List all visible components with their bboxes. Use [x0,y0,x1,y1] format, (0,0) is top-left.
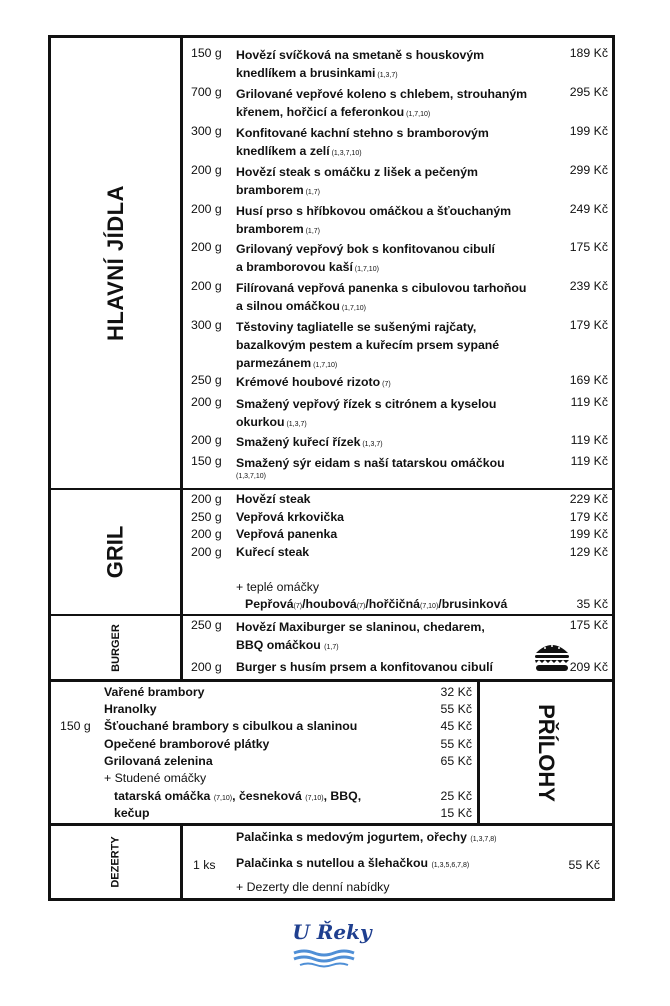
section-title-hlavni: HLAVNÍ JÍDLA [102,185,128,341]
item-weight: 300 g [191,124,222,138]
item-weight: 200 g [191,279,222,293]
item-price: 175 Kč [569,240,608,254]
side-dish-item: Vařené brambory [104,685,205,699]
side-dish-price: 55 Kč [440,702,472,716]
section-title-prilohy: PŘÍLOHY [533,703,559,802]
section-title-gril: GRIL [102,525,128,579]
item-price: 119 Kč [570,433,608,447]
item-price: 119 Kč [570,395,608,409]
gril-price: 199 Kč [569,527,608,541]
logo-waves-icon [292,948,360,968]
restaurant-logo-text: U Řeky [292,920,372,944]
ketchup: kečup [114,806,150,820]
side-dish-price: 55 Kč [440,737,472,751]
item-weight: 200 g [191,433,222,447]
burger-icon [533,640,571,672]
gril-price: 229 Kč [569,492,608,506]
item-price: 179 Kč [569,318,608,332]
item-description: Smažený vepřový řízek s citrónem a kyselou okurkou (1,3,7) [236,397,497,429]
side-dish-price: 45 Kč [440,719,472,733]
burger-price: 175 Kč [569,618,608,632]
item-price: 199 Kč [569,124,608,138]
item-description: Krémové houbové rizoto (7) [236,375,391,389]
item-description: Hovězí svíčková na smetaně s houskovým knedlíkem a brusinkami (1,3,7) [236,48,485,80]
item-weight: 200 g [191,395,222,409]
burger-price: 209 Kč [569,660,608,674]
item-price: 299 Kč [569,163,608,177]
side-dish-price: 32 Kč [440,685,472,699]
item-description: Husí prso s hříbkovou omáčkou a šťouchaným bramborem (1,7) [236,204,512,236]
prilohy-weight: 150 g [60,719,91,733]
cold-sauce-price: 25 Kč [440,789,472,803]
gril-item: Kuřecí steak [236,545,310,559]
item-weight: 700 g [191,85,222,99]
item-price: 249 Kč [569,202,608,216]
gril-weight: 200 g [191,545,222,559]
gril-item: Vepřová krkovička [236,510,345,524]
cold-sauce-heading: + Studené omáčky [104,771,207,785]
gril-price: 129 Kč [569,545,608,559]
item-description: Hovězí steak s omáčku z lišek a pečeným bramborem (1,7) [236,165,478,197]
column-divider [180,823,183,901]
burger-item: Hovězí Maxiburger se slaninou, chedarem, BBQ omáčkou (1,7) [236,620,485,652]
dessert-unit: 1 ks [193,858,216,872]
cold-sauces: tatarská omáčka (7,10), česneková (7,10), BBQ, [114,789,362,803]
item-price: 119 Kč [570,454,608,468]
item-weight: 150 g [191,46,222,60]
gril-sauces: Pepřová(7)/houbová(7)/hořčičná(7,10)/brusinková [245,597,508,611]
item-weight: 200 g [191,163,222,177]
burger-weight: 250 g [191,618,222,632]
side-dish-item: Grilovaná zelenina [104,754,213,768]
section-title-burger: BURGER [109,623,122,672]
section-title-dezerty: DEZERTY [109,836,122,888]
gril-weight: 200 g [191,527,222,541]
gril-item: Hovězí steak [236,492,311,506]
side-dish-price: 65 Kč [440,754,472,768]
item-weight: 300 g [191,318,222,332]
dessert-item: Palačinka s nutellou a šlehačkou (1,3,5,6,7,8) [236,856,470,870]
item-weight: 150 g [191,454,222,468]
dessert-note: + Dezerty dle denní nabídky [236,880,390,894]
dessert-item: Palačinka s medovým jogurtem, ořechy (1,3,7,8) [236,830,497,844]
item-weight: 200 g [191,202,222,216]
gril-price: 179 Kč [569,510,608,524]
item-price: 239 Kč [569,279,608,293]
item-description: Těstoviny tagliatelle se sušenými rajčaty, bazalkovým pestem a kuřecím prsem sypané parmezánem (1,7,10) [236,320,500,370]
item-weight: 250 g [191,373,222,387]
side-dish-item: Opečené bramborové plátky [104,737,270,751]
side-dish-item: Šťouchané brambory s cibulkou a slaninou [104,719,358,733]
column-divider [180,35,183,681]
item-description: Grilovaný vepřový bok s konfitovanou cibulí a bramborovou kaší (1,7,10) [236,242,495,274]
item-description: Konfitované kachní stehno s bramborovým knedlíkem a zelí (1,3,7,10) [236,126,489,158]
dessert-price: 55 Kč [568,858,600,872]
gril-weight: 200 g [191,492,222,506]
item-price: 169 Kč [569,373,608,387]
item-description: Smažený kuřecí řízek (1,3,7) [236,435,383,449]
gril-item: Vepřová panenka [236,527,338,541]
burger-weight: 200 g [191,660,222,674]
gril-weight: 250 g [191,510,222,524]
item-price: 295 Kč [569,85,608,99]
item-weight: 200 g [191,240,222,254]
item-description: Smažený sýr eidam s naší tatarskou omáčkou (1,3,7,10) [236,456,505,480]
item-description: Filírovaná vepřová panenka s cibulovou tarhoňou a silnou omáčkou (1,7,10) [236,281,527,313]
item-price: 189 Kč [569,46,608,60]
item-description: Grilované vepřové koleno s chlebem, strouhaným křenem, hořčicí a feferonkou (1,7,10) [236,87,528,119]
side-dish-item: Hranolky [104,702,157,716]
ketchup-price: 15 Kč [440,806,472,820]
gril-sauce-heading: + teplé omáčky [236,580,320,594]
burger-item: Burger s husím prsem a konfitovanou cibulí [236,660,493,674]
gril-sauce-price: 35 Kč [576,597,608,611]
